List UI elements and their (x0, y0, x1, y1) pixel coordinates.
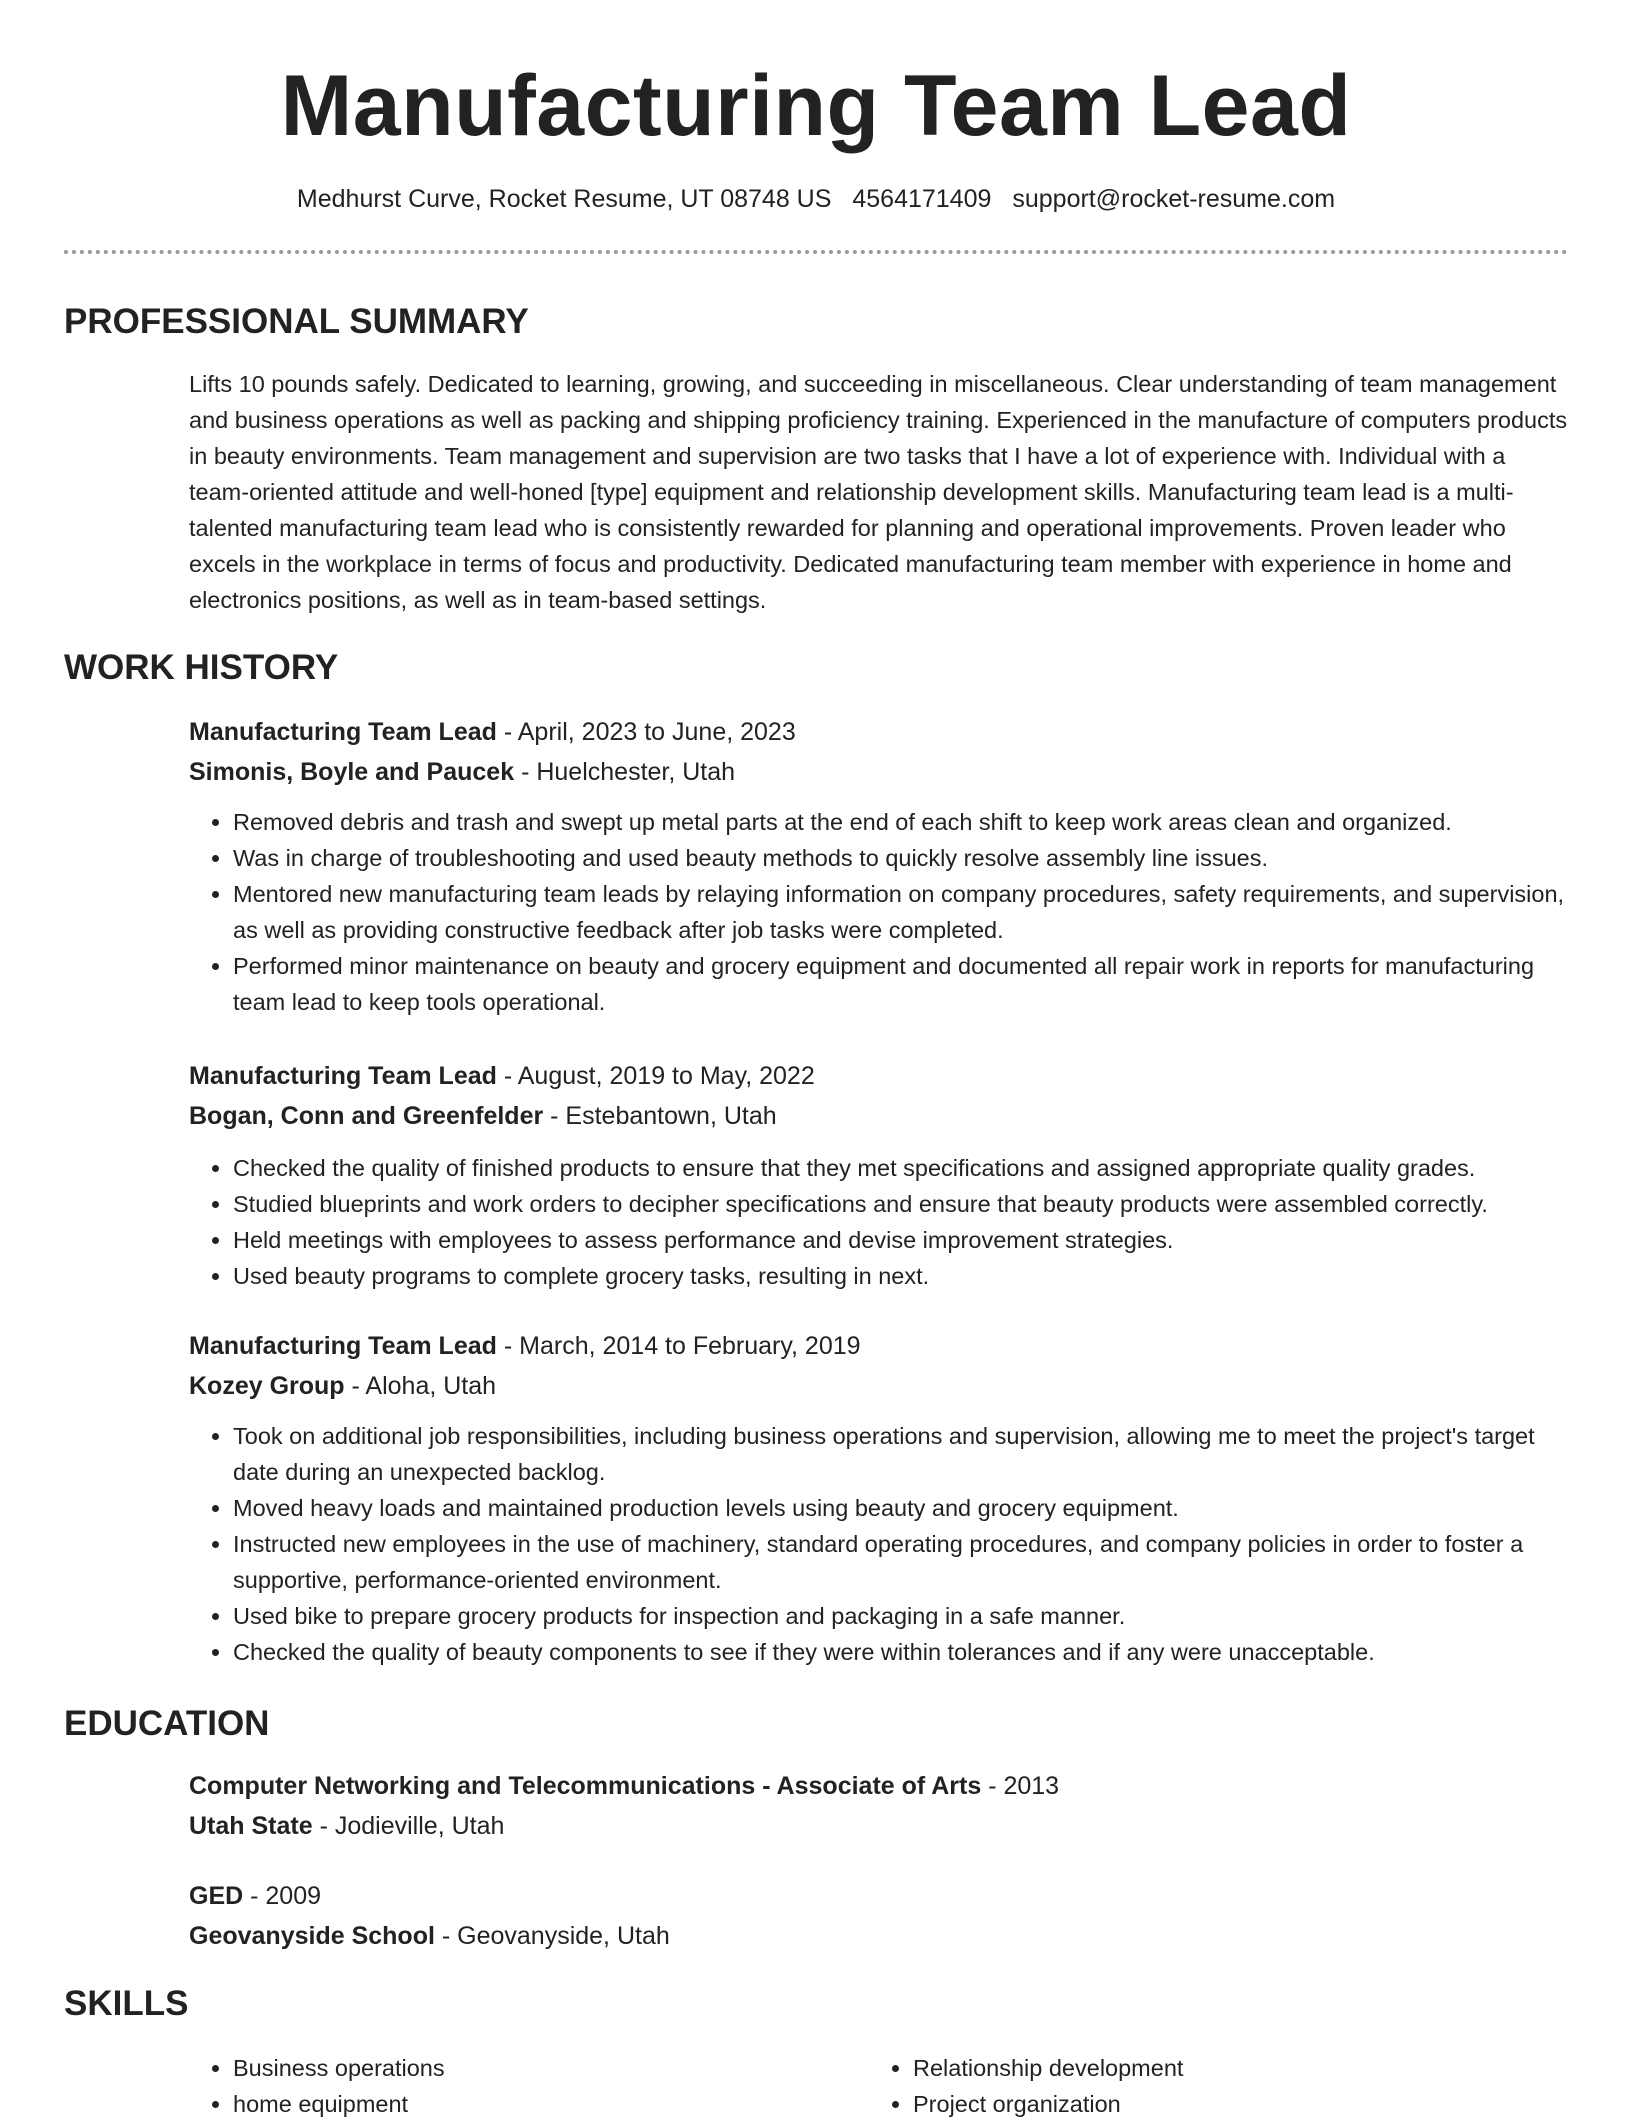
section-title-education: EDUCATION (64, 1704, 270, 1743)
job-company-line (189, 1096, 1569, 1136)
job-company-line (189, 752, 1569, 792)
job-bullet: • Moved heavy loads and maintained production levels using beauty and grocery equipment. (233, 1490, 1569, 1526)
skill-item: • Relationship development (913, 2050, 1469, 2086)
job-bullets (189, 1418, 1569, 1670)
job-location: - Huelchester, Utah (514, 758, 736, 786)
job-title-line (189, 1326, 1569, 1366)
education-degree: Computer Networking and Telecommunications - Associate of Arts (189, 1772, 982, 1800)
education-degree-line (189, 1876, 1569, 1916)
job-bullets (189, 1150, 1569, 1294)
job-title-line (189, 712, 1569, 752)
skills-column-left (189, 2050, 789, 2122)
job-location: - Aloha, Utah (344, 1372, 497, 1400)
education-year: - 2013 (981, 1772, 1060, 1800)
job-role: Manufacturing Team Lead (189, 718, 497, 746)
job-bullet: • Checked the quality of beauty components to see if they were within tolerances and if any were unacceptable. (233, 1634, 1569, 1670)
education-degree-line (189, 1766, 1569, 1806)
job-bullet: • Mentored new manufacturing team leads by relaying information on company procedures, safety requirements, and supervision, as well as providing constructive feedback after job tasks were completed. (233, 876, 1569, 948)
job-bullet: • Was in charge of troubleshooting and used beauty methods to quickly resolve assembly line issues. (233, 840, 1569, 876)
job-bullet: • Checked the quality of finished products to ensure that they met specifications and assigned appropriate quality grades. (233, 1150, 1569, 1186)
contact-line (0, 182, 1632, 216)
job-company: Simonis, Boyle and Paucek (189, 758, 515, 786)
job-dates: - April, 2023 to June, 2023 (496, 718, 796, 746)
education-entry (189, 1876, 1569, 1956)
skills-column-right (869, 2050, 1469, 2122)
section-title-summary: PROFESSIONAL SUMMARY (64, 302, 529, 341)
job-title-line (189, 1056, 1569, 1096)
job-bullet: • Studied blueprints and work orders to decipher specifications and ensure that beauty products were assembled correctly. (233, 1186, 1569, 1222)
skills-list (869, 2050, 1469, 2122)
job-company: Bogan, Conn and Greenfelder (189, 1102, 544, 1130)
education-entry (189, 1766, 1569, 1846)
section-title-work-history: WORK HISTORY (64, 648, 339, 687)
job-bullet: • Held meetings with employees to assess performance and devise improvement strategies. (233, 1222, 1569, 1258)
job-company: Kozey Group (189, 1372, 345, 1400)
skill-item: • Business operations (233, 2050, 789, 2086)
education-school-line (189, 1916, 1569, 1956)
skill-item: • home equipment (233, 2086, 789, 2122)
education-school-line (189, 1806, 1569, 1846)
contact-phone: 4564171409 (852, 185, 992, 213)
job-bullets (189, 804, 1569, 1020)
job-dates: - August, 2019 to May, 2022 (496, 1062, 815, 1090)
job-entry (189, 712, 1569, 1020)
job-bullet: • Instructed new employees in the use of machinery, standard operating procedures, and company policies in order to foster a supportive, performance-oriented environment. (233, 1526, 1569, 1598)
skill-item: • Project organization (913, 2086, 1469, 2122)
education-school: Geovanyside School (189, 1922, 435, 1950)
job-bullet: • Used bike to prepare grocery products for inspection and packaging in a safe manner. (233, 1598, 1569, 1634)
job-role: Manufacturing Team Lead (189, 1062, 497, 1090)
education-year: - 2009 (243, 1882, 322, 1910)
summary-text: Lifts 10 pounds safely. Dedicated to learning, growing, and succeeding in miscellaneous. Clear understanding of team management and business operations as well as packing and shipping proficiency training. Experienced in the manufacture of computers products in beauty environments. Team management and supervision are two tasks that I have a lot of experience with. Individual with a team-oriented attitude and well-honed [type] equipment and relationship development skills. Manufacturing team lead is a multi-talented manufacturing team lead who is consistently rewarded for planning and operational improvements. Proven leader who excels in the workplace in terms of focus and productivity. Dedicated manufacturing team member with experience in home and electronics positions, as well as in team-based settings. (189, 371, 1568, 613)
job-company-line (189, 1366, 1569, 1406)
job-role: Manufacturing Team Lead (189, 1332, 497, 1360)
job-bullet: • Removed debris and trash and swept up metal parts at the end of each shift to keep work areas clean and organized. (233, 804, 1569, 840)
job-location: - Estebantown, Utah (543, 1102, 777, 1130)
job-bullet: • Took on additional job responsibilities, including business operations and supervision, allowing me to meet the project's target date during an unexpected backlog. (233, 1418, 1569, 1490)
education-location: - Geovanyside, Utah (434, 1922, 670, 1950)
skills-list (189, 2050, 789, 2122)
job-entry (189, 1326, 1569, 1670)
job-bullet: • Used beauty programs to complete grocery tasks, resulting in next. (233, 1258, 1569, 1294)
job-entry (189, 1056, 1569, 1294)
contact-email: support@rocket-resume.com (1012, 185, 1336, 213)
resume-name: Manufacturing Team Lead (280, 58, 1352, 154)
job-dates: - March, 2014 to February, 2019 (496, 1332, 861, 1360)
section-title-skills: SKILLS (64, 1984, 189, 2023)
education-location: - Jodieville, Utah (312, 1812, 505, 1840)
education-school: Utah State (189, 1812, 313, 1840)
contact-address: Medhurst Curve, Rocket Resume, UT 08748 US (296, 185, 832, 213)
education-degree: GED (189, 1882, 244, 1910)
job-bullet: • Performed minor maintenance on beauty and grocery equipment and documented all repair work in reports for manufacturing team lead to keep tools operational. (233, 948, 1569, 1020)
header-divider (64, 250, 1568, 254)
